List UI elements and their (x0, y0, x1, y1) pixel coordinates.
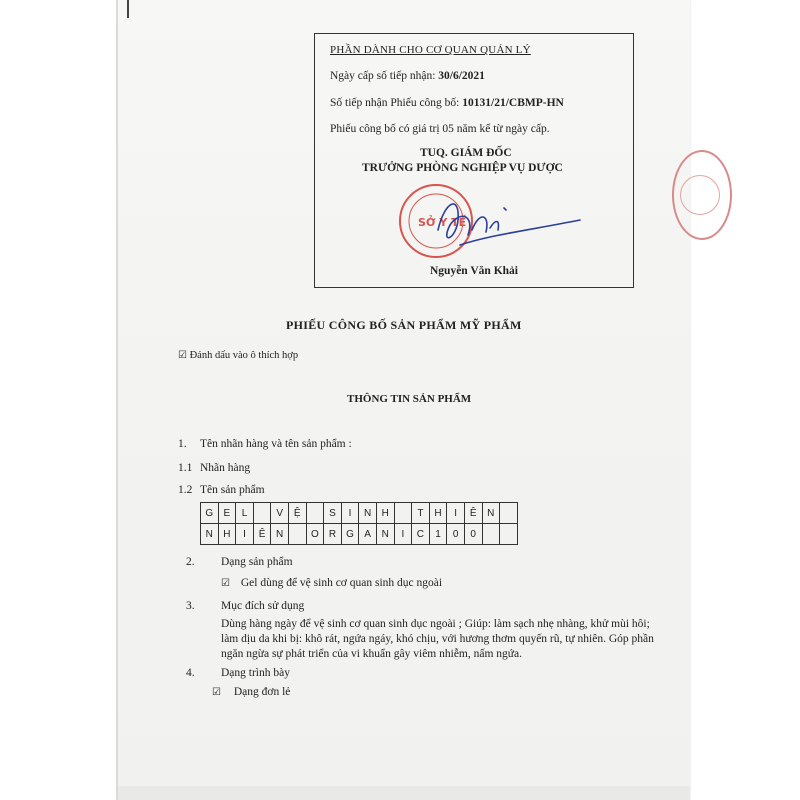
product-name-cell (289, 524, 307, 545)
signature-icon (420, 190, 590, 260)
item3-value: Dùng hàng ngày để vệ sinh cơ quan sinh dục ngoài ; Giúp: làm sạch nhẹ nhàng, khử mùi hôi; làm dịu da khi bị: khô rát, ngứa ngáy, khó chịu, với hương thơm quyến rũ, tự nhiên. Góp phần ngăn ngừa sự phát triển của vi khuẩn gây viêm nhiễm, nấm ngứa. (221, 618, 654, 660)
checkbox-checked-icon: ☑ (178, 350, 187, 361)
product-name-cell: Ê (465, 503, 483, 524)
product-name-cell: E (219, 503, 237, 524)
product-name-cell: I (236, 524, 254, 545)
admin-box-title: PHẦN DÀNH CHO CƠ QUAN QUẢN LÝ (330, 44, 531, 56)
item12-number: 1.2 (178, 484, 193, 496)
receipt-number-label: Số tiếp nhận Phiếu công bố: (330, 97, 460, 109)
page-bottom-strip (118, 786, 690, 800)
check-note-text: Đánh dấu vào ô thích hợp (189, 350, 299, 361)
receipt-date-value: 30/6/2021 (438, 70, 485, 82)
validity-note: Phiếu công bố có giá trị 05 năm kể từ ngày cấp. (330, 123, 550, 135)
signer-name: Nguyễn Văn Khải (430, 265, 518, 277)
product-name-cell: 0 (465, 524, 483, 545)
seal-text: SỞ Y TẾ (418, 216, 467, 229)
product-name-cell: T (412, 503, 430, 524)
product-name-cell: 0 (447, 524, 465, 545)
product-name-cell: I (342, 503, 360, 524)
item1-label: Tên nhãn hàng và tên sản phẩm : (200, 438, 352, 450)
receipt-date-label: Ngày cấp số tiếp nhận: (330, 70, 436, 82)
product-name-cell: L (236, 503, 254, 524)
item2-value: Gel dùng để vệ sinh cơ quan sinh dục ngoài (240, 577, 443, 589)
item1-number: 1. (178, 438, 187, 450)
item11-label: Nhãn hàng (200, 462, 251, 474)
product-name-cell: O (307, 524, 325, 545)
product-name-cell: S (324, 503, 342, 524)
product-name-cell: N (359, 503, 377, 524)
director-title: TUQ. GIÁM ĐỐC (420, 147, 512, 159)
item3-label: Mục đích sử dụng (221, 600, 305, 612)
product-name-cell (500, 524, 518, 545)
item11-number: 1.1 (178, 462, 193, 474)
receipt-date-line (330, 70, 485, 82)
check-note (178, 350, 298, 361)
product-name-cell: Ê (254, 524, 272, 545)
product-name-cell: N (377, 524, 395, 545)
side-seal-fragment-inner (680, 175, 720, 215)
department-title: TRƯỞNG PHÒNG NGHIỆP VỤ DƯỢC (362, 162, 563, 174)
product-name-cell: H (219, 524, 237, 545)
checkbox-checked-icon: ☑ (221, 578, 230, 589)
product-name-cell: A (359, 524, 377, 545)
item2-value-line (221, 577, 442, 589)
product-name-cell: C (412, 524, 430, 545)
product-name-cell (500, 503, 518, 524)
item4-value-line (212, 686, 290, 698)
checkbox-checked-icon: ☑ (212, 687, 221, 698)
product-name-cell: R (324, 524, 342, 545)
product-name-cell (254, 503, 272, 524)
page-mark (127, 0, 129, 18)
product-name-grid-row1 (200, 502, 518, 524)
product-name-cell: N (483, 503, 501, 524)
item3-number: 3. (186, 600, 195, 612)
item4-number: 4. (186, 667, 195, 679)
product-name-cell: V (271, 503, 289, 524)
item2-label: Dạng sản phẩm (221, 556, 293, 568)
product-name-grid-row2 (200, 524, 518, 545)
item4-value: Dạng đơn lẻ (233, 686, 291, 698)
item2-number: 2. (186, 556, 195, 568)
product-name-cell: N (271, 524, 289, 545)
section-title: THÔNG TIN SẢN PHẨM (347, 393, 472, 405)
product-name-cell: I (395, 524, 413, 545)
receipt-number-value: 10131/21/CBMP-HN (462, 97, 564, 109)
product-name-cell (483, 524, 501, 545)
product-name-cell: H (377, 503, 395, 524)
product-name-cell: N (201, 524, 219, 545)
product-name-cell: I (447, 503, 465, 524)
receipt-number-line (330, 97, 564, 109)
item12-label: Tên sản phẩm (200, 484, 265, 496)
document-title: PHIẾU CÔNG BỐ SẢN PHẨM MỸ PHẨM (286, 318, 522, 332)
product-name-cell: G (201, 503, 219, 524)
item4-label: Dạng trình bày (221, 667, 290, 679)
product-name-cell: 1 (430, 524, 448, 545)
product-name-cell: H (430, 503, 448, 524)
product-name-cell (395, 503, 413, 524)
product-name-cell: G (342, 524, 360, 545)
product-name-cell: Ệ (289, 503, 307, 524)
product-name-cell (307, 503, 325, 524)
